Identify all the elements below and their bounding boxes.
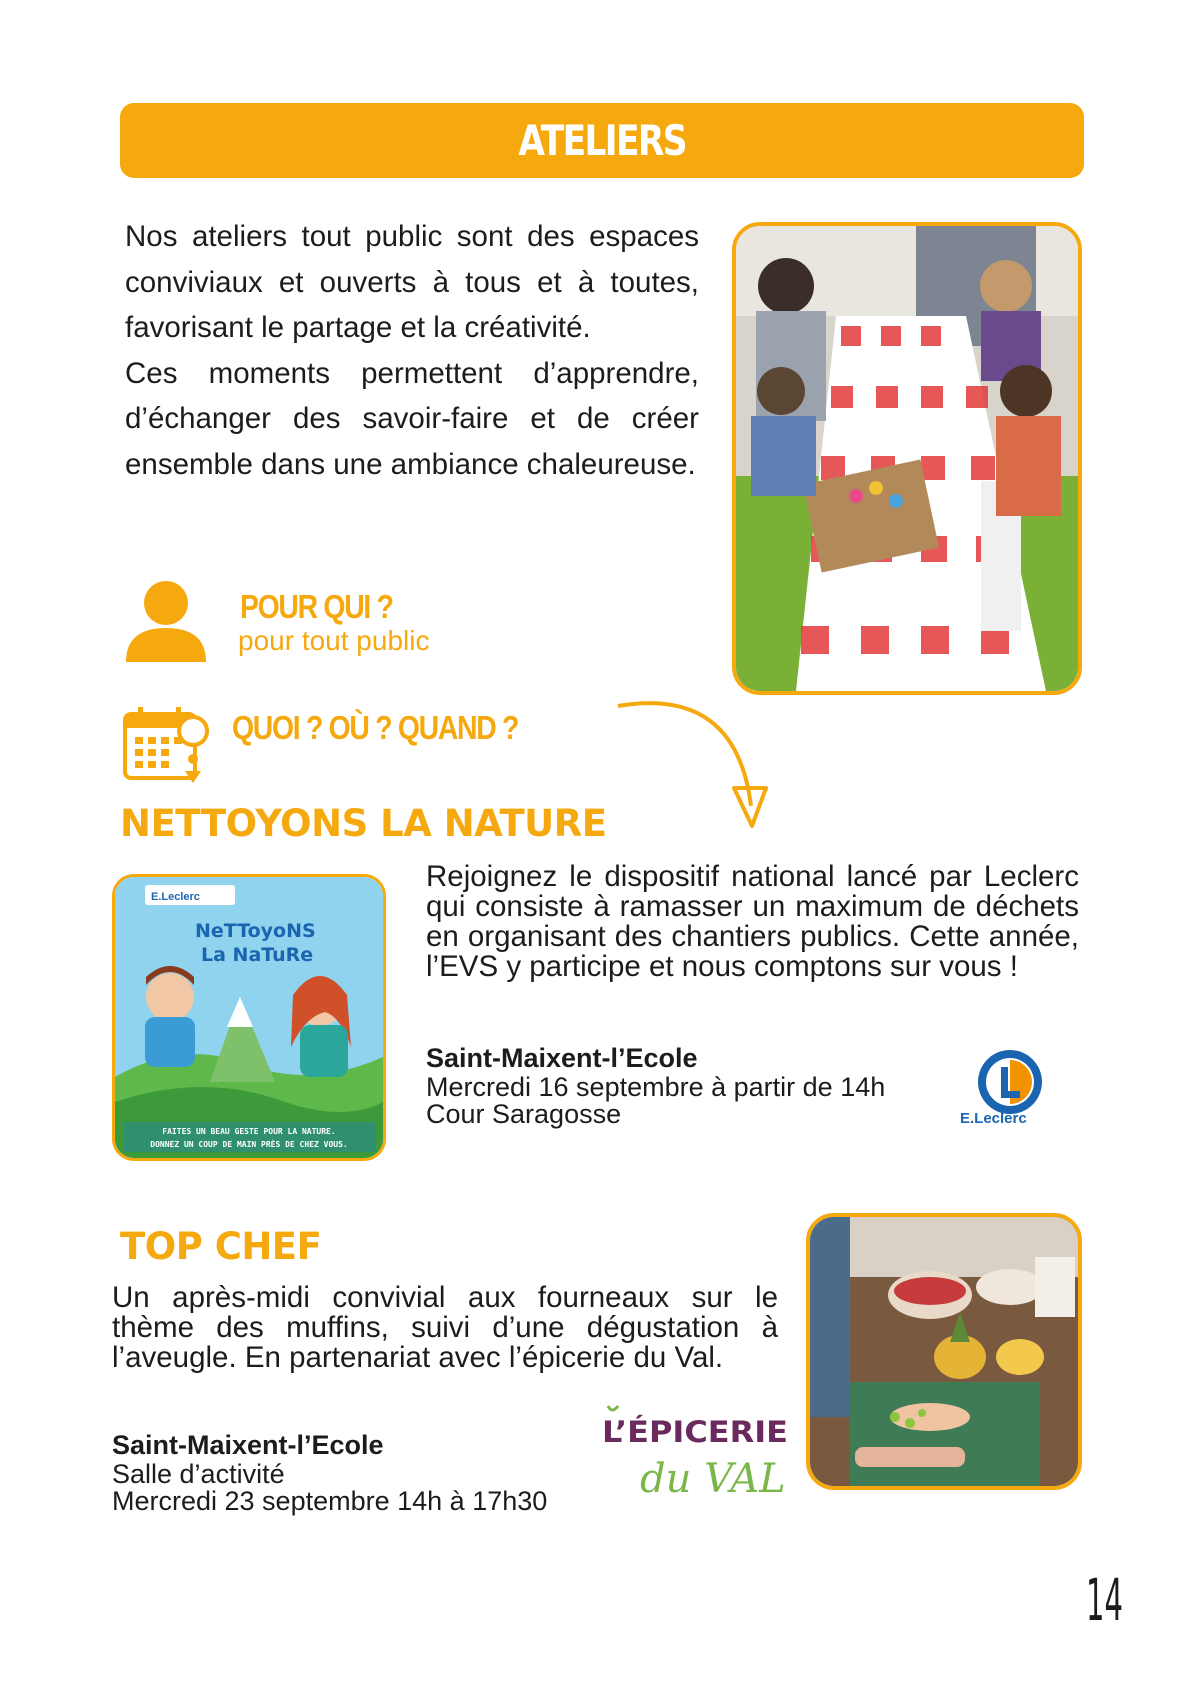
- topchef-location: Saint-Maixent-l’Ecole: [112, 1430, 384, 1460]
- poster-tagline-1: FAITES UN BEAU GESTE POUR LA NATURE.: [162, 1127, 336, 1136]
- nettoyons-date: Mercredi 16 septembre à partir de 14h: [426, 1072, 886, 1102]
- page-title: ATELIERS: [518, 116, 686, 165]
- nettoyons-title: NETTOYONS LA NATURE: [120, 802, 607, 845]
- curved-arrow-icon: [616, 696, 776, 830]
- nettoyons-poster: [112, 874, 386, 1161]
- calendar-pin-icon: [122, 705, 214, 783]
- intro-paragraph-2: Ces moments permettent d’apprendre, d’échanger des savoir-faire et de créer ensemble dans une ambiance chaleureuse.: [125, 356, 699, 481]
- workshop-photo: [732, 222, 1082, 695]
- topchef-title: TOP CHEF: [120, 1225, 322, 1268]
- leclerc-logo-text: E.Leclerc: [960, 1110, 1027, 1127]
- topchef-place: Salle d’activité: [112, 1459, 285, 1489]
- poster-brand: E.Leclerc: [151, 891, 200, 903]
- page-number: 14: [1086, 1566, 1123, 1634]
- epicerie-logo-line1: L’ÉPICERIE: [602, 1415, 788, 1449]
- poster-title-line2: La NaTuRe: [201, 944, 314, 966]
- pour-qui-subtitle: pour tout public: [238, 625, 430, 656]
- cooking-photo: [806, 1213, 1082, 1490]
- topchef-description: Un après-midi convivial aux fourneaux sur le thème des muffins, suivi d’une dégustation à l’aveugle. En partenariat avec l’épicerie du Val.: [112, 1281, 778, 1374]
- pour-qui-title: POUR QUI ?: [240, 588, 393, 625]
- topchef-date: Mercredi 23 septembre 14h à 17h30: [112, 1486, 548, 1516]
- epicerie-logo-line2: du VAL: [640, 1456, 786, 1502]
- epicerie-du-val-logo: [602, 1402, 790, 1502]
- intro-text: [125, 214, 699, 487]
- section-banner: [120, 103, 1084, 178]
- poster-tagline-2: DONNEZ UN COUP DE MAIN PRÈS DE CHEZ VOUS.: [150, 1140, 348, 1149]
- nettoyons-details: [426, 1043, 885, 1128]
- nettoyons-description: Rejoignez le dispositif national lancé par Leclerc qui consiste à ramasser un maximum de déchets en organisant des chantiers publics. Cette année, l’EVS y participe et nous comptons sur vous !: [426, 860, 1079, 983]
- intro-paragraph-1: Nos ateliers tout public sont des espaces conviviaux et ouverts à tous et à toutes, favorisant le partage et la créativité.: [125, 220, 699, 344]
- person-icon: [124, 580, 208, 662]
- topchef-details: [112, 1430, 547, 1515]
- nettoyons-place: Cour Saragosse: [426, 1099, 622, 1129]
- quoi-ou-quand-title: QUOI ? OÙ ? QUAND ?: [232, 709, 519, 746]
- nettoyons-location: Saint-Maixent-l’Ecole: [426, 1043, 698, 1073]
- poster-title-line1: NeTToyoNS: [195, 920, 316, 942]
